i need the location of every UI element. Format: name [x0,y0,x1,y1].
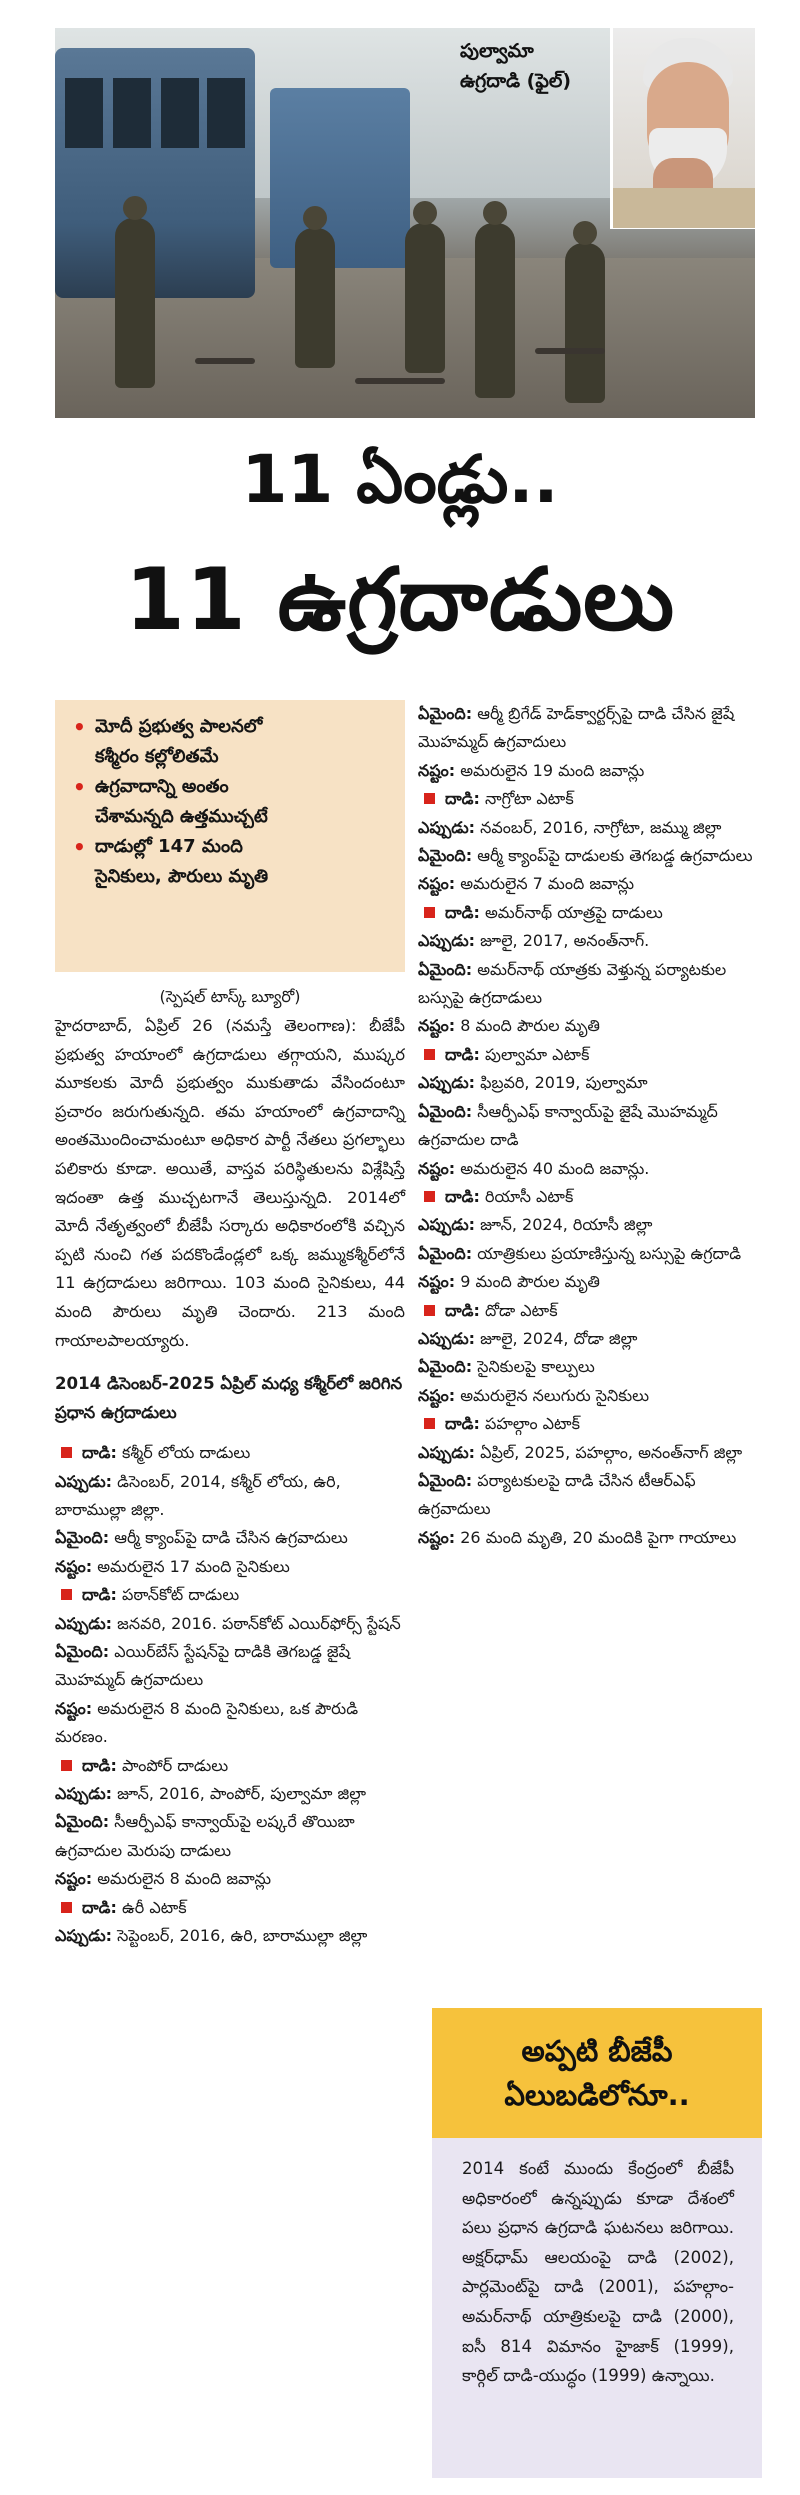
attack-entry: దాడి: పహల్గాం ఎటాక్ ఎప్పుడు: ఏప్రిల్, 2025, పహల్గాం, అనంత్‌నాగ్ జిల్లా ఏమైంది: పర్యాటకులపై దాడి చేసిన టీఆర్ఎఫ్ ఉగ్రవాదులు నష్టం: 26 మంది మృతి, 20 మందికి పైగా గాయాలు [418,1414,743,1547]
highlight-item: చేశామన్నది ఉత్తముచ్చటే [95,806,268,827]
section-subhead: 2014 డిసెంబర్-2025 ఏప్రిల్ మధ్య కశ్మీర్‌లో జరిగిన ప్రధాన ఉగ్రదాడులు [55,1374,403,1423]
attack-entry: దాడి: నాగ్రోటా ఎటాక్ ఎప్పుడు: నవంబర్, 2016, నాగ్రోటా, జమ్ము జిల్లా ఏమైంది: ఆర్మీ క్యాంప్‌పై దాడులకు తెగబడ్డ ఉగ్రవాదులు నష్టం: అమరులైన 7 మంది జవాన్లు [418,789,753,894]
attack-entry: దాడి: రియాసీ ఎటాక్ ఎప్పుడు: జూన్, 2024, రియాసీ జిల్లా ఏమైంది: యాత్రికులు ప్రయాణిస్తున్న బస్సుపై ఉగ్రదాడి నష్టం: 9 మంది పౌరుల మృతి [418,1186,742,1292]
sidebar-box [432,2008,762,2478]
highlights-box [55,700,405,972]
sidebar-box-text: 2014 కంటే ముందు కేంద్రంలో బీజేపీ అధికారంలో ఉన్నప్పుడు కూడా దేశంలో పలు ప్రధాన ఉగ్రదాడి ఘటనలు జరిగాయి. అక్షర్‌ధామ్ ఆలయంపై దాడి (2002), పార్లమెంట్‌పై దాడి (2001), పహల్గాం-అమర్‌నాథ్ యాత్రికులపై దాడి (2000), ఐసీ 814 విమానం హైజాక్ (1999), కార్గిల్ దాడి-యుద్ధం (1999) ఉన్నాయి. [462,2159,734,2386]
sidebar-box-heading: అప్పటి బీజేపీ ఏలుబడిలోనూ.. [432,2008,762,2138]
attack-entry: దాడి: అమర్‌నాథ్ యాత్రపై దాడులు ఎప్పుడు: జూలై, 2017, అనంత్‌నాగ్. ఏమైంది: అమర్‌నాథ్ యాత్రకు వెళ్తున్న పర్యాటకుల బస్సుపై ఉగ్రదాడులు నష్టం: 8 మంది పౌరుల మృతి [418,902,727,1036]
highlight-item: • మోదీ ప్రభుత్వ పాలనలో [73,715,263,739]
highlight-item: • దాడుల్లో 147 మంది [73,835,243,859]
left-column [55,700,405,1950]
attack-entry: దాడి: దోడా ఎటాక్ ఎప్పుడు: జూలై, 2024, దోడా జిల్లా ఏమైంది: సైనికులపై కాల్పులు నష్టం: అమరులైన నలుగురు సైనికులు [418,1300,649,1405]
photo-caption: పుల్వామా ఉగ్రదాడి (ఫైల్) [460,40,572,92]
right-column [418,700,763,1552]
byline: (స్పెషల్ టాస్క్ బ్యూరో) [159,987,301,1006]
attack-entry: దాడి: ఉరీ ఎటాక్ ఎప్పుడు: సెప్టెంబర్, 2016, ఉరి, బారాముల్లా జిల్లా [55,1897,368,1946]
intro-paragraph: హైదరాబాద్, ఏప్రిల్ 26 (నమస్తే తెలంగాణ): బీజేపీ ప్రభుత్వ హయాంలో ఉగ్రదాడులు తగ్గాయని, ముష్కర మూకలకు మోదీ ప్రభుత్వం ముకుతాడు వేసిందంటూ ప్రచారం జరుగుతున్నది. తమ హయాంలో ఉగ్రవాదాన్ని అంతమొందించామంటూ అధికార పార్టీ నేతలు ప్రగల్భాలు పలికారు కూడా. అయితే, వాస్తవ పరిస్థితులను విశ్లేషిస్తే ఇదంతా ఉత్త ముచ్చటగానే తెలుస్తున్నది. 2014లో మోదీ నేతృత్వంలో బీజేపీ సర్కారు అధికారంలోకి వచ్చిన ప్పటి నుంచి గత పదకొండేండ్లలో ఒక్క జమ్ముకశ్మీర్‌లోనే 11 ఉగ్రదాడులు జరిగాయి. 103 మంది సైనికులు, 44 మంది పౌరులు మృతి చెందారు. 213 మంది గాయాలపాలయ్యారు. [55,1016,405,1350]
headline-line-2: 11 ఉగ్రదాడులు [125,550,675,650]
pm-inset-photo [610,28,755,229]
attack-entry: దాడి: కశ్మీర్ లోయ దాడులు ఎప్పుడు: డిసెంబర్, 2014, కశ్మీర్ లోయ, ఉరి, బారాముల్లా జిల్లా. ఏమైంది: ఆర్మీ క్యాంప్‌పై దాడి చేసిన ఉగ్రవాదులు నష్టం: అమరులైన 17 మంది సైనికులు [55,1443,348,1576]
headline-line-1: 11 ఏండ్లు.. [241,441,559,518]
attack-entry: దాడి: పాంపోర్ దాడులు ఎప్పుడు: జూన్, 2016, పాంపోర్, పుల్వామా జిల్లా ఏమైంది: సీఆర్పీఎఫ్ కాన్వాయ్‌పై లష్కరే తొయిబా ఉగ్రవాదుల మెరుపు దాడులు నష్టం: అమరులైన 8 మంది జవాన్లు [55,1755,366,1889]
highlight-item: కశ్మీరం కల్లోలితమే [95,746,219,767]
highlight-item: సైనికులు, పౌరులు మృతి [95,866,269,887]
attack-entry: దాడి: పఠాన్‌కోట్ దాడులు ఎప్పుడు: జనవరి, 2016. పఠాన్‌కోట్ ఎయిర్‌ఫోర్స్ స్టేషన్ ఏమైంది: ఎయిర్‌బేస్ స్టేషన్‌పై దాడికి తెగబడ్డ జైషే మొహమ్మద్ ఉగ్రవాదులు నష్టం: అమరులైన 8 మంది సైనికులు, ఒక పౌరుడి మరణం. [55,1585,401,1747]
highlight-item: • ఉగ్రవాదాన్ని అంతం [73,775,229,799]
attack-entry: దాడి: పుల్వామా ఎటాక్ ఎప్పుడు: ఫిబ్రవరి, 2019, పుల్వామా ఏమైంది: సీఆర్పీఎఫ్ కాన్వాయ్‌పై జైషే మొహమ్మద్ ఉగ్రవాదుల దాడి నష్టం: అమరులైన 40 మంది జవాన్లు. [418,1044,718,1178]
attack-entry-continued: ఏమైంది: ఆర్మీ బ్రిగేడ్ హెడ్‌క్వార్టర్స్‌పై దాడి చేసిన జైషే మొహమ్మద్ ఉగ్రవాదులు నష్టం: అమరులైన 19 మంది జవాన్లు [418,704,735,780]
pulwama-attack-photo [55,28,755,418]
